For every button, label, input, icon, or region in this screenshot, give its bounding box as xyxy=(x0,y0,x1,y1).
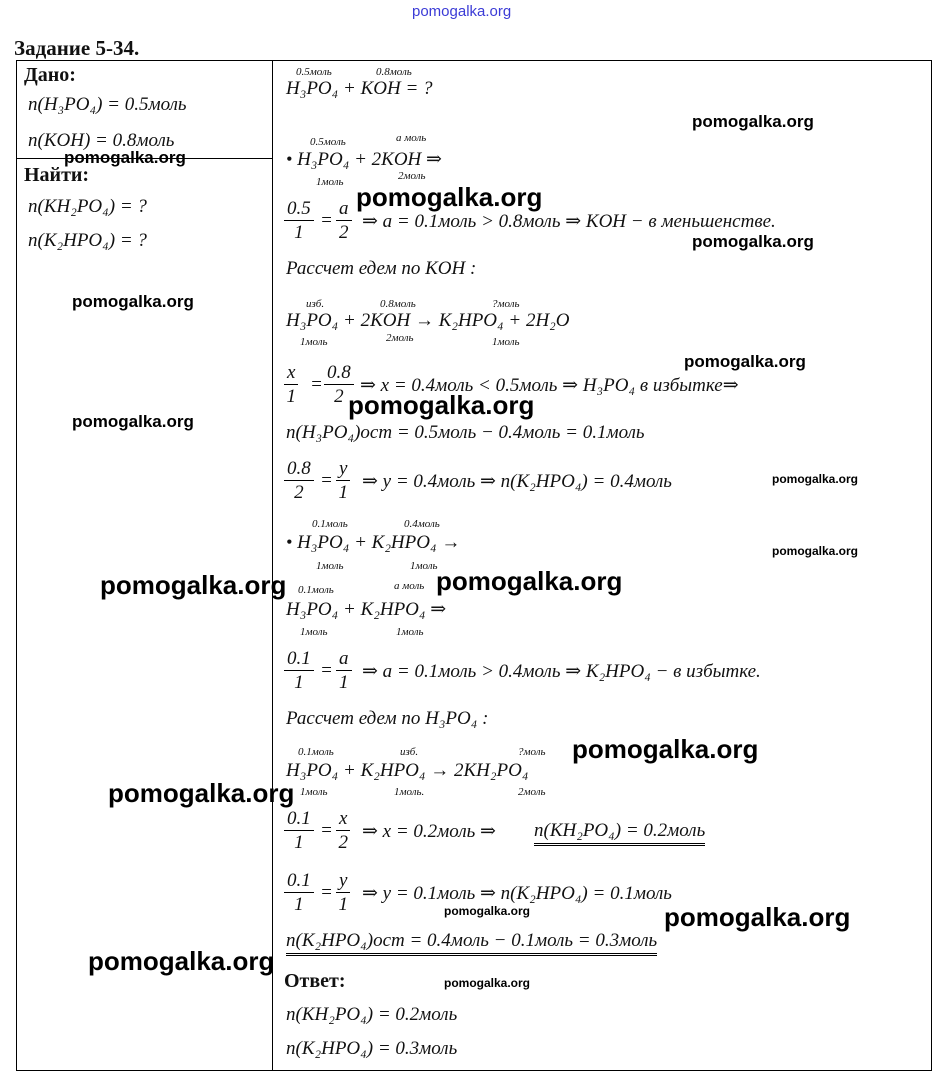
equation: H₃PO₄ + K₂HPO₄ → 2KH₂PO₄ xyxy=(286,760,529,781)
fraction: $\frac{x}{1}$ xyxy=(284,362,298,409)
fraction: $\frac{0.5}{1}$ xyxy=(284,198,314,245)
equation: ⇒ y = 0.4моль ⇒ n(K₂HPO₄) = 0.4моль xyxy=(362,471,672,492)
text-line: Рассчет едем по H₃PO₄ : xyxy=(286,708,489,729)
equation: H₃PO₄ + KOH = ? xyxy=(286,78,433,99)
amount-label: 0.1моль xyxy=(298,584,334,596)
watermark: pomogalka.org xyxy=(436,566,623,596)
amount-label: 2моль xyxy=(398,170,426,182)
fraction: $\frac{0.1}{1}$ xyxy=(284,870,314,917)
amount-label: изб. xyxy=(306,298,325,310)
amount-label: 1моль xyxy=(300,786,328,798)
column-divider xyxy=(272,60,273,1070)
amount-label: изб. xyxy=(400,746,419,758)
equals: = xyxy=(310,374,323,395)
answer-item: n(KH₂PO₄) = 0.2моль xyxy=(286,1004,458,1025)
bullet-icon: • xyxy=(286,532,293,552)
fraction: $\frac{a}{2}$ xyxy=(336,198,352,245)
watermark: pomogalka.org xyxy=(64,148,186,167)
answer-item: n(K₂HPO₄) = 0.3моль xyxy=(286,1038,458,1059)
amount-label: 0.1моль xyxy=(312,518,348,530)
watermark: pomogalka.org xyxy=(664,902,851,932)
watermark: pomogalka.org xyxy=(356,182,543,212)
amount-label: a моль xyxy=(396,132,427,144)
result-double-underlined: n(KH₂PO₄) = 0.2моль xyxy=(534,820,705,842)
equation: ⇒ a = 0.1моль > 0.4моль ⇒ K₂HPO₄ − в избытке. xyxy=(362,661,761,682)
watermark: pomogalka.org xyxy=(692,112,814,131)
watermark: pomogalka.org xyxy=(100,570,287,600)
watermark: pomogalka.org xyxy=(88,946,275,976)
amount-label: ?моль xyxy=(518,746,546,758)
equals: = xyxy=(320,210,333,231)
equals: = xyxy=(320,470,333,491)
amount-label: 1моль xyxy=(300,626,328,638)
given-item: n(KOH) = 0.8моль xyxy=(28,130,175,151)
given-label: Дано: xyxy=(24,64,76,86)
fraction: $\frac{y}{1}$ xyxy=(336,458,350,505)
fraction: $\frac{0.1}{1}$ xyxy=(284,648,314,695)
watermark: pomogalka.org xyxy=(72,292,194,311)
answer-label: Ответ: xyxy=(284,970,346,992)
equals: = xyxy=(320,820,333,841)
amount-label: 0.4моль xyxy=(404,518,440,530)
watermark: pomogalka.org xyxy=(684,352,806,371)
given-item: n(H₃PO₄) = 0.5моль xyxy=(28,94,187,115)
equation: • H₃PO₄ + K₂HPO₄ → xyxy=(286,532,461,553)
amount-label: 1моль xyxy=(396,626,424,638)
equation: ⇒ x = 0.2моль ⇒ xyxy=(362,821,496,842)
amount-label: a моль xyxy=(394,580,425,592)
watermark: pomogalka.org xyxy=(72,412,194,431)
fraction: $\frac{0.8}{2}$ xyxy=(324,362,354,409)
find-label: Найти: xyxy=(24,164,90,186)
watermark: pomogalka.org xyxy=(444,976,531,990)
watermark: pomogalka.org xyxy=(692,232,814,251)
amount-label: 0.8моль xyxy=(380,298,416,310)
amount-label: 1моль xyxy=(300,336,328,348)
amount-label: 2моль xyxy=(386,332,414,344)
watermark: pomogalka.org xyxy=(348,390,535,420)
equals: = xyxy=(320,660,333,681)
watermark: pomogalka.org xyxy=(772,544,859,558)
fraction: $\frac{a}{1}$ xyxy=(336,648,352,695)
equals: = xyxy=(320,882,333,903)
watermark: pomogalka.org xyxy=(572,734,759,764)
fraction: $\frac{y}{1}$ xyxy=(336,870,350,917)
equation: n(H₃PO₄)ост = 0.5моль − 0.4моль = 0.1моль xyxy=(286,422,645,443)
fraction: $\frac{0.8}{2}$ xyxy=(284,458,314,505)
amount-label: 1моль xyxy=(492,336,520,348)
amount-label: 1моль. xyxy=(394,786,425,798)
amount-label: 2моль xyxy=(518,786,546,798)
watermark: pomogalka.org xyxy=(772,472,859,486)
equation: ⇒ x = 0.4моль < 0.5моль ⇒ H₃PO₄ в избытке⇒ xyxy=(360,375,739,396)
amount-label: 0.5моль xyxy=(310,136,346,148)
amount-label: 1моль xyxy=(410,560,438,572)
equation: ⇒ y = 0.1моль ⇒ n(K₂HPO₄) = 0.1моль xyxy=(362,883,672,904)
equation: H₃PO₄ + K₂HPO₄ ⇒ xyxy=(286,599,447,620)
text-line: Рассчет едем по KOH : xyxy=(286,258,477,279)
find-item: n(K₂HPO₄) = ? xyxy=(28,230,147,251)
equation: H₃PO₄ + 2KOH → K₂HPO₄ + 2H₂O xyxy=(286,310,570,331)
amount-label: 0.8моль xyxy=(376,66,412,78)
amount-label: 1моль xyxy=(316,176,344,188)
watermark: pomogalka.org xyxy=(108,778,295,808)
amount-label: ?моль xyxy=(492,298,520,310)
site-header-link[interactable]: pomogalka.org xyxy=(412,3,512,20)
find-item: n(KH₂PO₄) = ? xyxy=(28,196,147,217)
bullet-icon: • xyxy=(286,149,293,169)
amount-label: 0.1моль xyxy=(298,746,334,758)
amount-label: 0.5моль xyxy=(296,66,332,78)
amount-label: 1моль xyxy=(316,560,344,572)
watermark: pomogalka.org xyxy=(444,904,531,918)
equation: ⇒ a = 0.1моль > 0.8моль ⇒ KOH − в меньшенстве. xyxy=(362,211,776,232)
fraction: $\frac{x}{2}$ xyxy=(336,808,350,855)
task-title: Задание 5-34. xyxy=(14,36,140,60)
fraction: $\frac{0.1}{1}$ xyxy=(284,808,314,855)
equation: • H₃PO₄ + 2KOH ⇒ xyxy=(286,149,442,170)
result-double-underlined: n(K₂HPO₄)ост = 0.4моль − 0.1моль = 0.3моль xyxy=(286,930,657,952)
